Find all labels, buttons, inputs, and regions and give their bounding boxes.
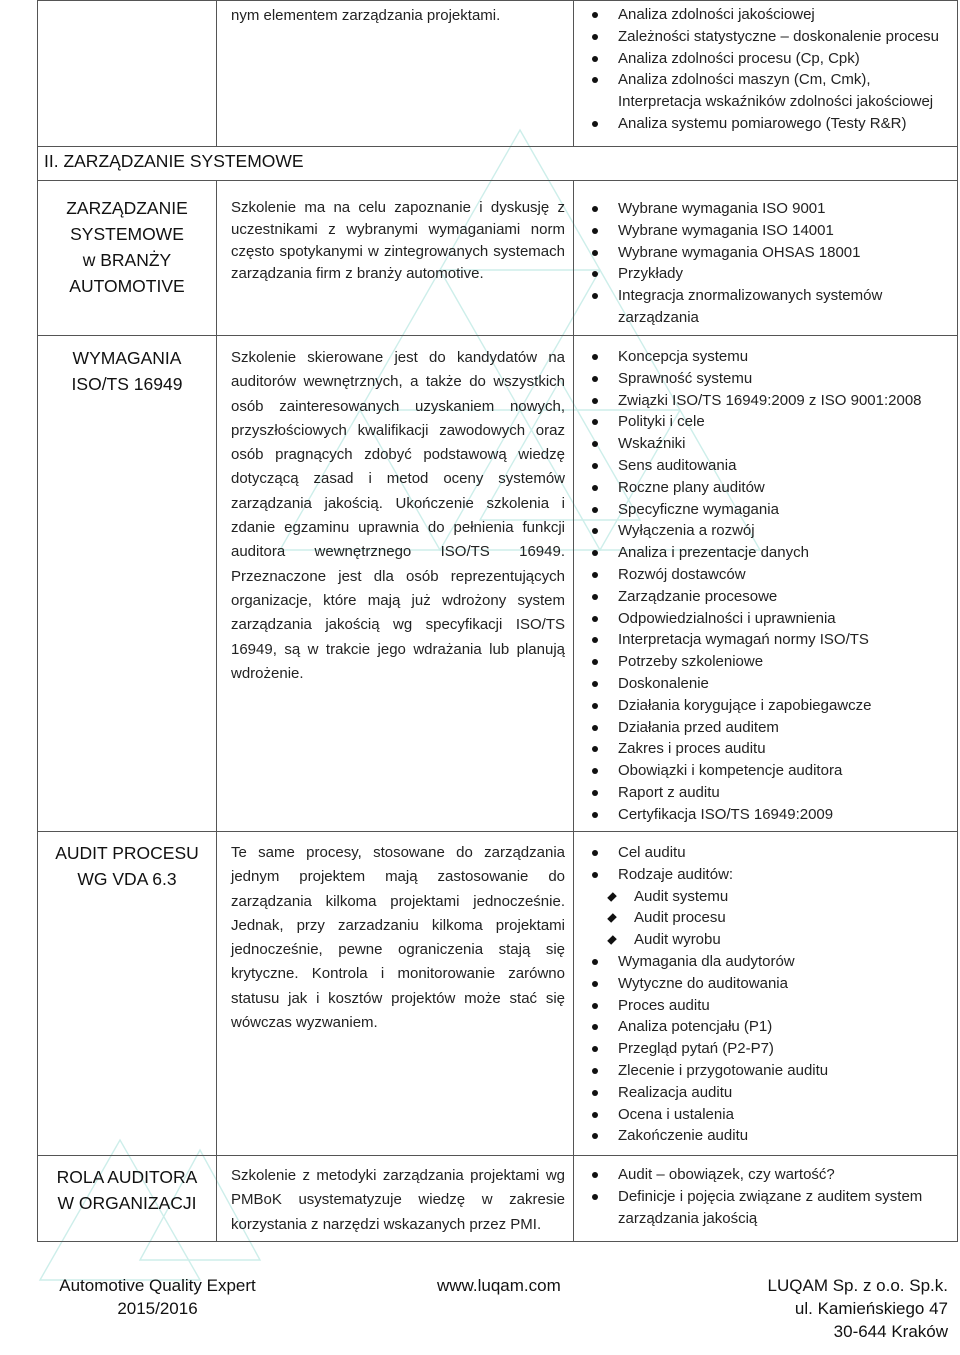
- list-item: Doskonalenie: [588, 673, 949, 695]
- module-title-line: AUDIT PROCESU: [55, 843, 199, 863]
- list-item: Realizacja auditu: [588, 1082, 949, 1104]
- topics-cell: [574, 832, 958, 1156]
- list-item: Sprawność systemu: [588, 368, 949, 390]
- list-item: Specyficzne wymagania: [588, 499, 949, 521]
- table-row: [38, 832, 958, 1156]
- section-heading-cell: [38, 147, 958, 181]
- footer-street: ul. Kamieńskiego 47: [794, 1299, 948, 1318]
- section-heading: II. ZARZĄDZANIE SYSTEMOWE: [44, 151, 304, 171]
- topics-list: [574, 832, 957, 886]
- table-row: [38, 1156, 958, 1242]
- course-table: [37, 0, 958, 1242]
- list-item: Sens auditowania: [588, 455, 949, 477]
- topics-list: [574, 1156, 957, 1229]
- list-item: Wybrane wymagania ISO 9001: [588, 198, 949, 220]
- topics-cell: [574, 181, 958, 336]
- module-title-line: ZARZĄDZANIE: [66, 198, 188, 218]
- list-item: Koncepcja systemu: [588, 346, 949, 368]
- list-item: Zarządzanie procesowe: [588, 586, 949, 608]
- description-text: Szkolenie z metodyki zarządzania projektami wg PMBoK usystematyzuje wiedzę w zakresie korzystania z narzędzi wskazanych przez PMI.: [231, 1167, 565, 1233]
- module-title-line: w BRANŻY: [82, 250, 172, 270]
- list-item: Integracja znormalizowanych systemów zarządzania: [588, 285, 949, 329]
- footer-company-name: LUQAM Sp. z o.o. Sp.k.: [767, 1276, 948, 1295]
- module-title: [38, 181, 216, 299]
- list-item: Raport z auditu: [588, 782, 949, 804]
- description-cell: [217, 336, 574, 832]
- topics-list: [574, 181, 957, 329]
- list-item: Rozwój dostawców: [588, 564, 949, 586]
- footer-program-name: Automotive Quality Expert: [59, 1276, 256, 1295]
- footer-company-address: [768, 1274, 948, 1343]
- list-item: Przykłady: [588, 263, 949, 285]
- description-cell: [217, 181, 574, 336]
- list-item: Wskaźniki: [588, 433, 949, 455]
- table-row: [38, 181, 958, 336]
- topics-cell: [574, 1, 958, 147]
- description-text: Szkolenie skierowane jest do kandydatów na auditorów wewnętrznych, a także do wszystkich osób zainteresowanych uzyskaniem nowych, przyszłościowych kwalifikacji zawodowych oraz osób pragnących zdobyć podstawową wiedzę dotyczącą zasad i metod oceny systemów zarządzania jakością. Ukończenie szkolenia i zdanie egzaminu uprawnia do pełnienia funkcji auditora wewnętrznego ISO/TS 16949. Przeznaczone jest dla osób reprezentujących organizacje, które mają już wdrożony system zarządzania jakością wg specyfikacji ISO/TS 16949, są w trakcie jego wdrażania lub planują wdrożenie.: [231, 349, 565, 682]
- module-title: [38, 336, 216, 397]
- list-item: Analiza zdolności procesu (Cp, Cpk): [588, 48, 949, 70]
- list-item: Działania korygujące i zapobiegawcze: [588, 695, 949, 717]
- list-item: Analiza i prezentacje danych: [588, 542, 949, 564]
- list-item: Wyłączenia a rozwój: [588, 520, 949, 542]
- module-title-line: SYSTEMOWE: [70, 224, 184, 244]
- list-item: Definicje i pojęcia związane z auditem system zarządzania jakością: [588, 1186, 949, 1230]
- list-item: Zlecenie i przygotowanie auditu: [588, 1060, 949, 1082]
- description-cell: [217, 1, 574, 147]
- table-row: [38, 336, 958, 832]
- description-text: Szkolenie ma na celu zapoznanie i dyskusję z uczestnikami z wybranymi wymaganiami norm często spotykanymi w zintegrowanych systemach zarządzania firm z branży automotive.: [231, 199, 565, 282]
- description-cell: [217, 1156, 574, 1242]
- list-item: Interpretacja wymagań normy ISO/TS: [588, 629, 949, 651]
- list-item: Analiza potencjału (P1): [588, 1016, 949, 1038]
- topics-list: [574, 336, 957, 826]
- list-item: Ocena i ustalenia: [588, 1104, 949, 1126]
- list-item: Audit systemu: [574, 886, 957, 908]
- description-cell: [217, 832, 574, 1156]
- list-item: Zakończenie auditu: [588, 1125, 949, 1147]
- list-item: Wytyczne do auditowania: [588, 973, 949, 995]
- subtopics-list: [574, 886, 957, 951]
- module-title-line: ISO/TS 16949: [71, 374, 183, 394]
- list-item: Polityki i cele: [588, 411, 949, 433]
- list-item: Odpowiedzialności i uprawnienia: [588, 608, 949, 630]
- footer-program-year: 2015/2016: [117, 1299, 198, 1318]
- list-item: Analiza zdolności jakościowej: [588, 4, 949, 26]
- list-item: Wybrane wymagania OHSAS 18001: [588, 242, 949, 264]
- description-text: nym elementem zarządzania projektami.: [231, 7, 501, 24]
- topics-cell: [574, 336, 958, 832]
- list-item: Proces auditu: [588, 995, 949, 1017]
- list-item: Działania przed auditem: [588, 717, 949, 739]
- module-title-cell: [38, 181, 217, 336]
- list-item: Certyfikacja ISO/TS 16949:2009: [588, 804, 949, 826]
- topics-list: [574, 1, 957, 135]
- module-title-cell: [38, 1156, 217, 1242]
- list-item: Wymagania dla audytorów: [588, 951, 949, 973]
- list-item: Audit wyrobu: [574, 929, 957, 951]
- module-title-line: ROLA AUDITORA: [56, 1167, 198, 1187]
- module-title-line: WYMAGANIA: [72, 348, 182, 368]
- list-item: Analiza zdolności maszyn (Cm, Cmk), Interpretacja wskaźników zdolności jakościowej: [588, 69, 949, 113]
- module-title: [38, 832, 216, 892]
- description-text: Te same procesy, stosowane do zarządzania jednym projektem mają zastosowanie do zarządzania kilkoma projektami jednocześnie. Jednak, przy zarzadzaniu kilkoma projektami jednocześnie, pewne ograniczenia stają się krytyczne. Kontrola i monitorowanie zarówno statusu jak i kosztów projektów może stać się wówczas wyzwaniem.: [231, 844, 565, 1032]
- list-item: Rodzaje auditów:: [588, 864, 949, 886]
- module-title-line: AUTOMOTIVE: [69, 276, 185, 296]
- module-title-cell: [38, 832, 217, 1156]
- module-title: [38, 1156, 216, 1216]
- footer-website-link[interactable]: www.luqam.com: [437, 1276, 561, 1295]
- module-title-line: WG VDA 6.3: [77, 869, 177, 889]
- list-item: Roczne plany auditów: [588, 477, 949, 499]
- list-item: Zakres i proces auditu: [588, 738, 949, 760]
- list-item: Zależności statystyczne – doskonalenie procesu: [588, 26, 949, 48]
- list-item: Cel auditu: [588, 842, 949, 864]
- list-item: Obowiązki i kompetencje auditora: [588, 760, 949, 782]
- module-title-cell: [38, 336, 217, 832]
- module-title-line: W ORGANIZACJI: [57, 1193, 197, 1213]
- footer-program: [55, 1274, 260, 1320]
- list-item: Audit – obowiązek, czy wartość?: [588, 1164, 949, 1186]
- page-footer: [0, 1272, 960, 1352]
- list-item: Związki ISO/TS 16949:2009 z ISO 9001:2008: [588, 390, 949, 412]
- footer-city: 30-644 Kraków: [833, 1322, 948, 1341]
- table-row: [38, 1, 958, 147]
- topics-list: [574, 951, 957, 1147]
- module-title-cell: [38, 1, 217, 147]
- list-item: Przegląd pytań (P2-P7): [588, 1038, 949, 1060]
- list-item: Potrzeby szkoleniowe: [588, 651, 949, 673]
- list-item: Wybrane wymagania ISO 14001: [588, 220, 949, 242]
- topics-cell: [574, 1156, 958, 1242]
- list-item: Audit procesu: [574, 907, 957, 929]
- list-item: Analiza systemu pomiarowego (Testy R&R): [588, 113, 949, 135]
- section-heading-row: [38, 147, 958, 181]
